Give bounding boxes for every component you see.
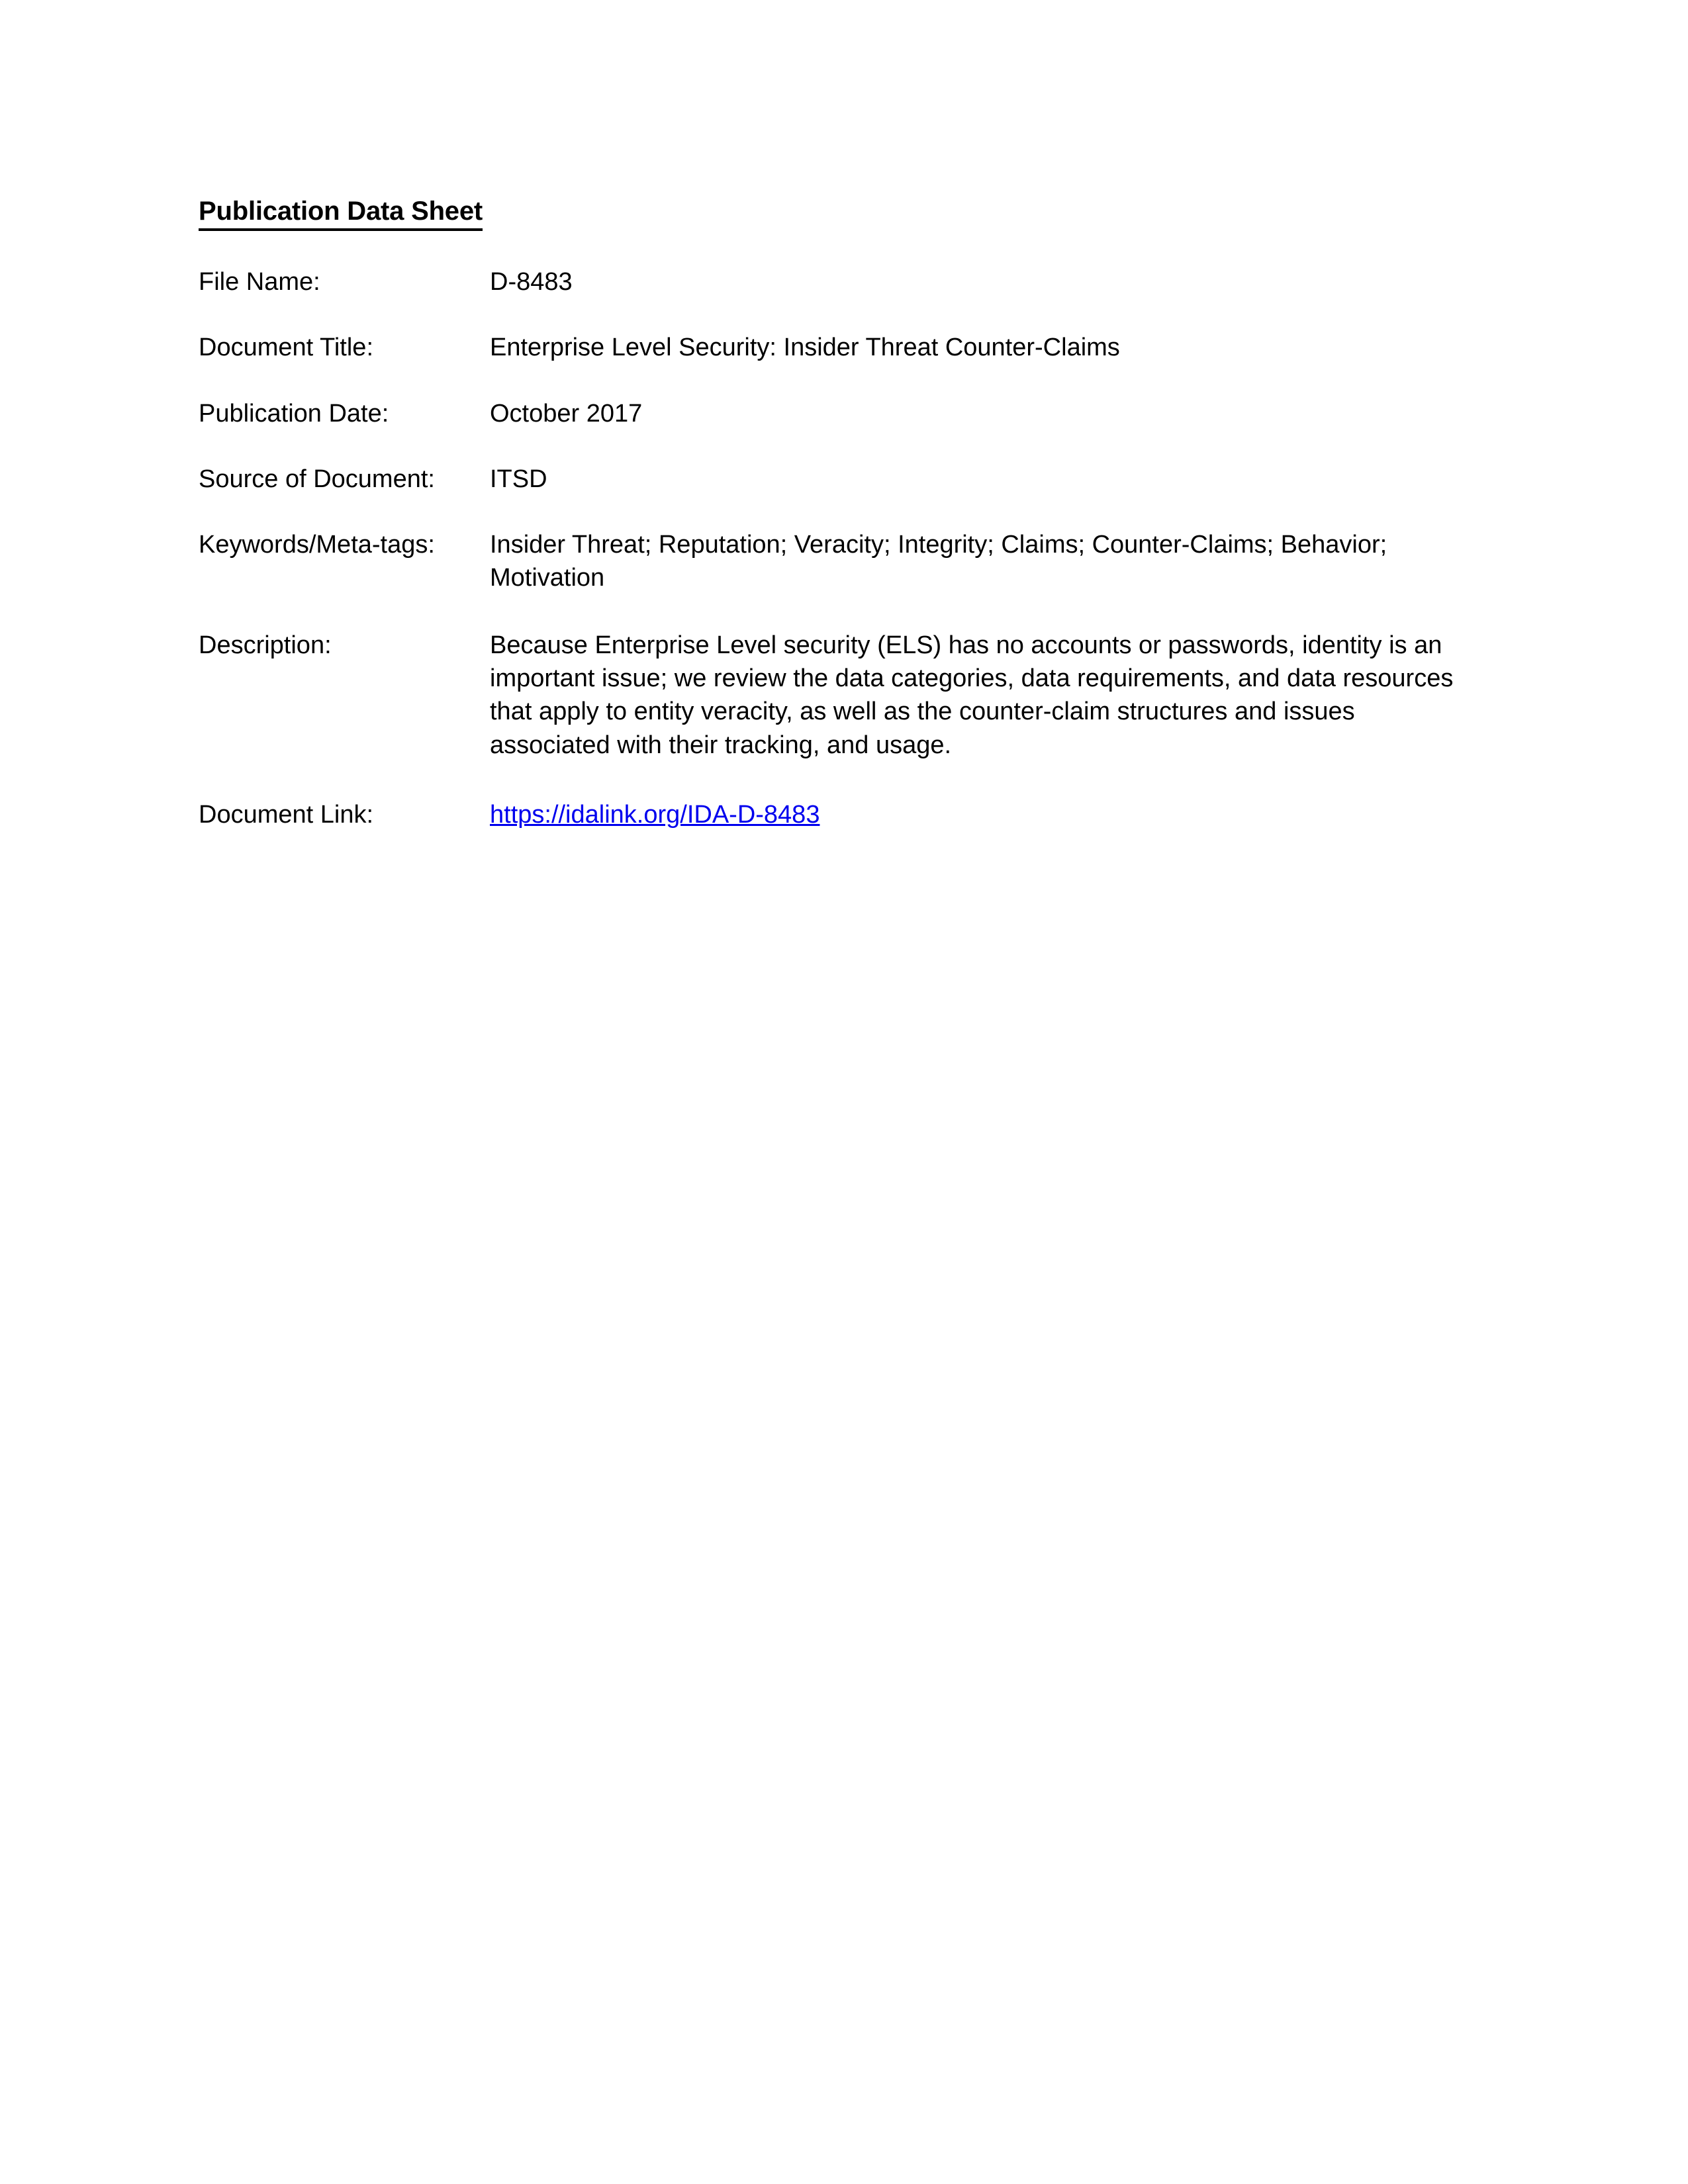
field-row-document-title xyxy=(199,331,1479,364)
field-label-document-title: Document Title: xyxy=(199,334,373,362)
field-value-document-title: Enterprise Level Security: Insider Threat Counter-Claims xyxy=(490,334,1120,362)
field-value-keywords: Insider Threat; Reputation; Veracity; Integrity; Claims; Counter-Claims; Behavior; Motivation xyxy=(490,530,1387,592)
field-row-description xyxy=(199,629,1479,762)
field-label-publication-date: Publication Date: xyxy=(199,399,389,428)
document-link[interactable]: https://idalink.org/IDA-D-8483 xyxy=(490,800,820,829)
page-title: Publication Data Sheet xyxy=(199,196,483,231)
field-row-source-of-document xyxy=(199,463,1479,496)
publication-data-sheet xyxy=(199,196,1479,831)
field-value-publication-date: October 2017 xyxy=(490,399,643,428)
field-row-document-link xyxy=(199,798,1479,831)
field-label-document-link: Document Link: xyxy=(199,800,374,829)
field-row-publication-date xyxy=(199,397,1479,430)
field-value-description: Because Enterprise Level security (ELS) has no accounts or passwords, identity is an important issue; we review the data categories, data requirements, and data resources that apply to entity veracity, as well as the counter-claim structures and issues associated with their tracking, and usage. xyxy=(490,631,1454,759)
field-label-keywords: Keywords/Meta-tags: xyxy=(199,530,435,559)
field-value-file-name: D-8483 xyxy=(490,268,573,296)
field-row-file-name xyxy=(199,265,1479,298)
field-label-source-of-document: Source of Document: xyxy=(199,465,435,493)
field-label-description: Description: xyxy=(199,631,332,660)
field-label-file-name: File Name: xyxy=(199,268,320,296)
metadata-field-list xyxy=(199,265,1479,831)
field-row-keywords xyxy=(199,528,1479,594)
field-value-source-of-document: ITSD xyxy=(490,465,547,493)
field-value-document-link xyxy=(490,798,1479,831)
